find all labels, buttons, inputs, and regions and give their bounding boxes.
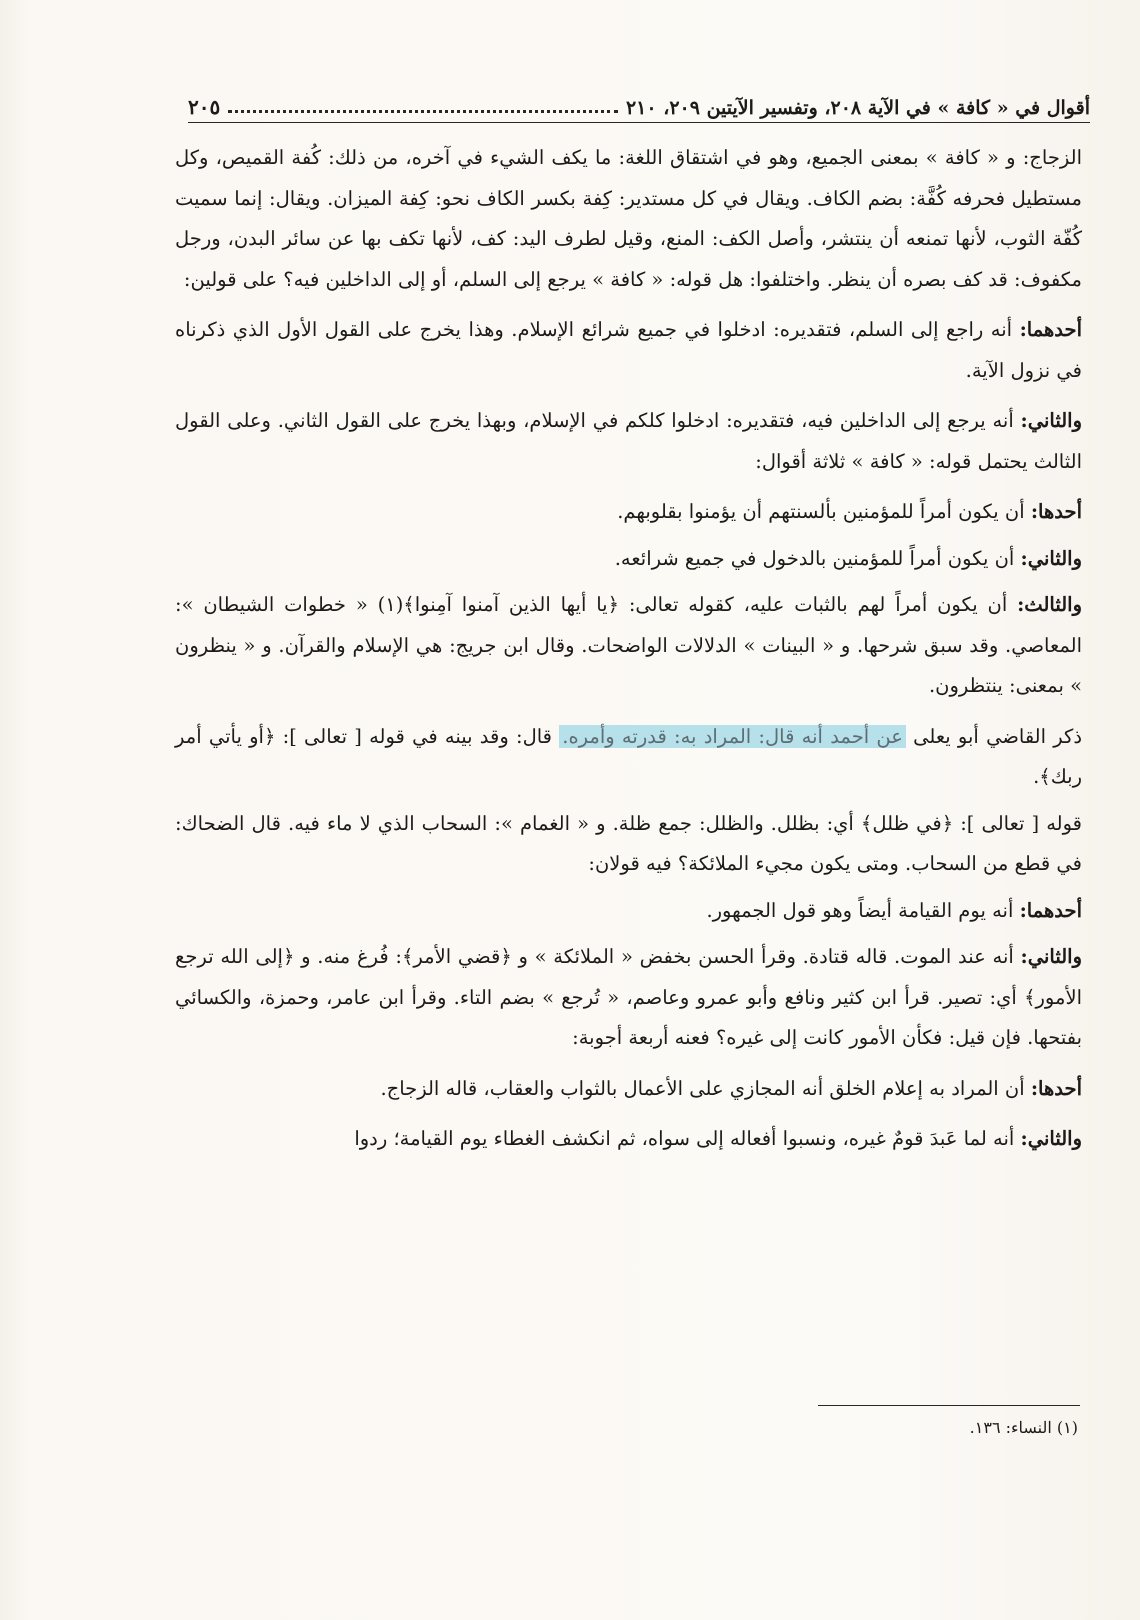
paragraph-lead: أحدهما: (1019, 318, 1082, 341)
paragraph-text: أنه يرجع إلى الداخلين فيه، فتقديره: ادخلوا كلكم في الإسلام، وبهذا يخرج على القول الثاني. وعلى القول الثالث يحتمل قوله: « كافة » ثلاثة أقوال: (175, 409, 1082, 473)
paragraph-lead: أحدهما: (1019, 898, 1082, 922)
paragraph-lead: أحدها: (1030, 1076, 1082, 1100)
paragraph (175, 804, 1082, 885)
paragraph-text: أن يكون أمراً للمؤمنين بالدخول في جميع شرائعه. (614, 546, 1021, 570)
paragraph-lead: أحدها: (1030, 500, 1082, 523)
paragraph-lead: والثاني: (1020, 409, 1082, 432)
paragraph-text: قوله [ تعالى ]: ﴿في ظلل﴾ أي: بظلل. والظلل: جمع ظلة. و « الغمام »: السحاب الذي لا ماء فيه. قال الضحاك: في قطع من السحاب. ومتى يكون مجيء الملائكة؟ فيه قولان: (175, 811, 1082, 875)
paragraph (175, 717, 1082, 798)
page-body (175, 138, 1082, 1166)
highlighted-text: عن أحمد أنه قال: المراد به: قدرته وأمره. (559, 725, 906, 748)
paragraph (175, 585, 1082, 707)
header-dot-leader (228, 110, 618, 113)
paragraph (175, 310, 1082, 391)
paragraph-lead: والثاني: (1020, 546, 1082, 570)
paragraph-text: أن يكون أمراً للمؤمنين بألسنتهم أن يؤمنوا بقلوبهم. (617, 500, 1031, 523)
paragraph-text: أن يكون أمراً لهم بالثبات عليه، كقوله تعالى: ﴿يا أيها الذين آمنوا آمِنوا﴾(١) « خطوات الشيطان »: المعاصي. وقد سبق شرحها. و « البينات » الدلالات الواضحات. وقال ابن جريج: هي الإسلام والقرآن. و « ينظرون » بمعنى: ينتظرون. (175, 593, 1082, 697)
paragraph (175, 891, 1082, 932)
paragraph (175, 401, 1082, 482)
header-title: أقوال في « كافة » في الآية ٢٠٨، وتفسير الآيتين ٢٠٩، ٢١٠ (625, 97, 1090, 119)
footnote: (١) النساء: ١٣٦. (969, 1418, 1078, 1437)
paragraph (175, 937, 1082, 1059)
paragraph (175, 1069, 1082, 1110)
running-header (188, 88, 1090, 123)
paragraph-lead: والثاني: (1020, 945, 1082, 968)
paragraph-text: قال: وقد بينه في قوله [ تعالى ]: ﴿أو يأتي أمر ربك﴾. (175, 724, 1082, 788)
paragraph-lead: والثالث: (1017, 593, 1082, 616)
paragraph (175, 492, 1082, 533)
paragraph-text: أن المراد به إعلام الخلق أنه المجازي على الأعمال بالثواب والعقاب، قاله الزجاج. (380, 1076, 1031, 1100)
page-number: ٢٠٥ (188, 95, 221, 119)
paragraph-text-start: ذكر القاضي أبو يعلى (905, 724, 1083, 748)
paragraph (175, 1119, 1082, 1160)
paragraph (175, 539, 1082, 580)
paragraph-lead: والثاني: (1020, 1127, 1082, 1150)
paragraph (175, 138, 1082, 300)
footnote-rule (818, 1405, 1080, 1406)
paragraph-text: الزجاج: و « كافة » بمعنى الجميع، وهو في اشتقاق اللغة: ما يكف الشيء في آخره، من ذلك: كُفة القميص، وكل مستطيل فحرفه كُفَّة: بضم الكاف. ويقال في كل مستدير: كِفة بكسر الكاف نحو: كِفة الميزان. ويقال: إنما سميت كُفّة الثوب، لأنها تمنعه أن ينتشر، وأصل الكف: المنع، وقيل لطرف اليد: كف، لأنها تكف بها عن سائر البدن، ورجل مكفوف: قد كف بصره أن ينظر. واختلفوا: هل قوله: « كافة » يرجع إلى السلم، أو إلى الداخلين فيه؟ على قولين: (175, 146, 1082, 291)
paragraph-text: أنه يوم القيامة أيضاً وهو قول الجمهور. (706, 898, 1020, 922)
paragraph-text: أنه لما عَبدَ قومٌ غيره، ونسبوا أفعاله إلى سواه، ثم انكشف الغطاء يوم القيامة؛ ردوا (354, 1127, 1021, 1150)
paragraph-text: أنه راجع إلى السلم، فتقديره: ادخلوا في جميع شرائع الإسلام. وهذا يخرج على القول الأول الذي ذكرناه في نزول الآية. (175, 318, 1082, 382)
paragraph-text: أنه عند الموت. قاله قتادة. وقرأ الحسن بخفض « الملائكة » و ﴿قضي الأمر﴾: فُرغ منه. و ﴿إلى الله ترجع الأمور﴾ أي: تصير. قرأ ابن كثير ونافع وأبو عمرو وعاصم، « تُرجع » بضم التاء. وقرأ ابن عامر، وحمزة، والكسائي بفتحها. فإن قيل: فكأن الأمور كانت إلى غيره؟ فعنه أربعة أجوبة: (175, 945, 1082, 1049)
